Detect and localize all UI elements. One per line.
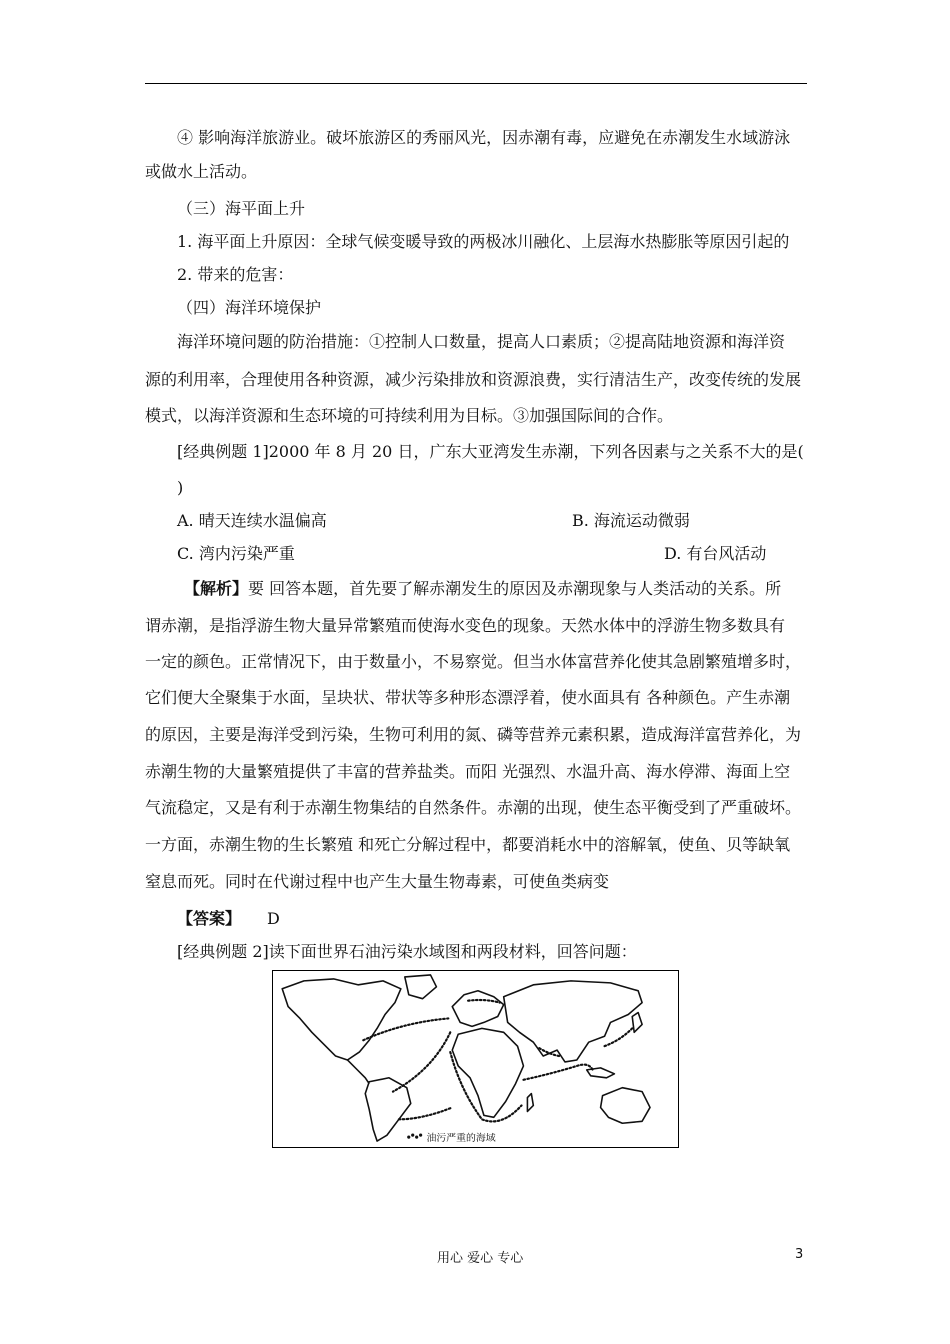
analysis-line: 赤潮生物的大量繁殖提供了丰富的营养盐类。而阳 光强烈、水温升高、海水停滞、海面上空	[145, 762, 791, 781]
australia-outline	[601, 1088, 650, 1124]
paragraph-line: ④ 影响海洋旅游业。破坏旅游区的秀丽风光，因赤潮有毒，应避免在赤潮发生水域游泳	[177, 128, 791, 147]
example1-question: [经典例题 1]2000 年 8 月 20 日，广东大亚湾发生赤潮，下列各因素与之关系不大的是(	[177, 442, 804, 461]
pollution-route-indian-ocean	[523, 1065, 592, 1080]
footer-center-text: 用心 爱心 专心	[437, 1251, 524, 1266]
africa-outline	[452, 1028, 523, 1117]
madagascar-outline	[527, 1094, 533, 1112]
north-america-outline	[282, 979, 401, 1060]
analysis-line: 的原因，主要是海洋受到污染，生物可利用的氮、磷等营养元素积累，造成海洋富营养化，为	[145, 725, 802, 744]
section-heading: （三）海平面上升	[177, 199, 306, 218]
map-legend-label: 油污严重的海域	[426, 1133, 496, 1145]
option-b: B. 海流运动微弱	[572, 511, 690, 530]
asia-outline	[504, 981, 642, 1062]
europe-outline	[452, 991, 503, 1027]
legend-dots-icon	[407, 1134, 422, 1139]
paragraph-line: 海洋环境问题的防治措施：①控制人口数量，提高人口素质；②提高陆地资源和海洋资	[177, 332, 786, 351]
option-a: A. 晴天连续水温偏高	[177, 511, 327, 530]
paragraph-line: 模式，以海洋资源和生态环境的可持续利用为目标。③加强国际间的合作。	[145, 406, 674, 425]
analysis-line: 窒息而死。同时在代谢过程中也产生大量生物毒素，可使鱼类病变	[145, 872, 610, 891]
analysis-line	[184, 579, 781, 599]
analysis-line: 它们便大全聚集于水面，呈块状、带状等多种形态漂浮着，使水面具有 各种颜色。产生赤潮	[145, 688, 791, 707]
analysis-line: 一方面，赤潮生物的生长繁殖 和死亡分解过程中，都要消耗水中的溶解氧，使鱼、贝等缺氧	[145, 835, 791, 854]
answer-line	[177, 909, 280, 929]
option-c: C. 湾内污染严重	[177, 544, 295, 563]
example2-question: [经典例题 2]读下面世界石油污染水域图和两段材料，回答问题：	[177, 942, 637, 961]
central-america-outline	[347, 1060, 369, 1084]
indonesia-outline	[587, 1068, 615, 1078]
pollution-route-west-africa	[450, 1052, 521, 1121]
analysis-tag: 【解析】	[184, 579, 249, 598]
pollution-route-europe	[468, 1000, 500, 1003]
answer-value: D	[267, 909, 280, 928]
paragraph-line: 或做水上活动。	[145, 162, 258, 181]
world-map-graphic	[273, 971, 678, 1147]
option-d: D. 有台风活动	[664, 544, 767, 563]
list-item: 1. 海平面上升原因：全球气候变暖导致的两极冰川融化、上层海水热膨胀等原因引起的	[177, 232, 790, 251]
analysis-line: 谓赤潮，是指浮游生物大量异常繁殖而使海水变色的现象。天然水体中的浮游生物多数具有	[145, 616, 786, 635]
header-rule	[145, 83, 807, 84]
greenland-outline	[405, 975, 437, 999]
analysis-text: 要 回答本题，首先要了解赤潮发生的原因及赤潮现象与人类活动的关系。所	[248, 579, 782, 598]
analysis-line: 一定的颜色。正常情况下，由于数量小，不易察觉。但当水体富营养化使其急剧繁殖增多时，	[145, 652, 802, 671]
japan-outline	[632, 1013, 642, 1033]
answer-tag: 【答案】	[177, 909, 242, 928]
list-item: 2. 带来的危害：	[177, 265, 294, 284]
page-number: 3	[795, 1247, 804, 1262]
pollution-route-east-asia	[605, 1028, 633, 1046]
south-america-outline	[365, 1078, 410, 1141]
world-oil-pollution-map	[272, 970, 679, 1148]
section-heading: （四）海洋环境保护	[177, 298, 322, 317]
paragraph-line: 源的利用率，合理使用各种资源，减少污染排放和资源浪费，实行清洁生产，改变传统的发展	[145, 370, 802, 389]
analysis-line: 气流稳定，又是有利于赤潮生物集结的自然条件。赤潮的出现，使生态平衡受到了严重破坏。	[145, 798, 802, 817]
pollution-route-atlantic-south	[393, 1032, 450, 1091]
example1-question-end: )	[177, 478, 184, 497]
